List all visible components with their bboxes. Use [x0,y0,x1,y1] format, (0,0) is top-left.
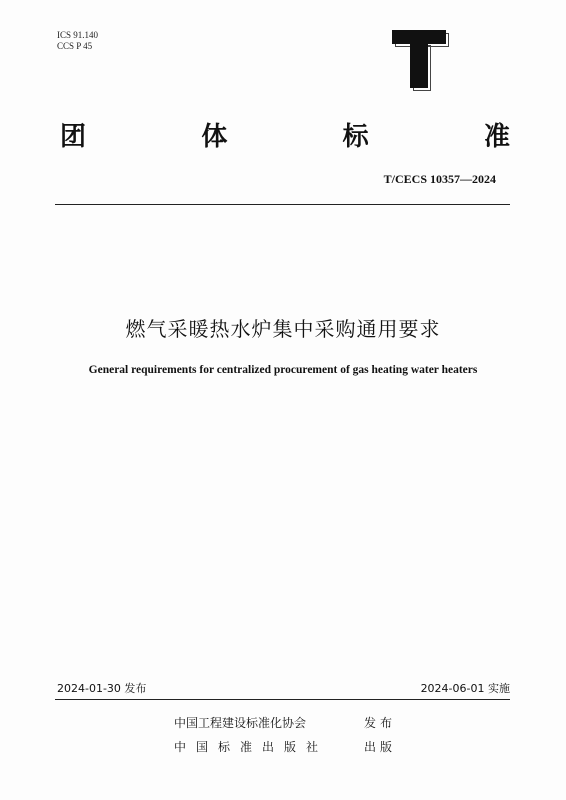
publisher-row [174,738,396,755]
standard-number: T/CECS 10357—2024 [383,172,496,186]
implementation-date: 2024-06-01 实施 [420,682,510,695]
ics-code: ICS 91.140 [57,30,99,40]
title-english: General requirements for centralized procurement of gas heating water heaters [88,364,478,376]
publisher-row [174,714,396,731]
top-divider [55,204,510,205]
standard-type-heading [60,116,510,153]
standard-mark-stem [410,42,428,88]
publisher-org: 中国标准出版社 [174,740,329,754]
standard-type-char: 体 [201,122,228,152]
publisher-org: 中国工程建设标准化协会 [174,716,307,730]
standard-mark-logo [392,30,446,88]
publisher-action: 出版 [364,740,397,754]
publisher-action: 发布 [364,716,397,730]
bottom-divider [55,699,510,700]
standard-type-char: 准 [483,122,510,152]
issue-date: 2024-01-30 发布 [57,682,147,695]
standard-type-char: 团 [60,122,87,152]
ccs-code: CCS P 45 [57,41,93,51]
title-chinese: 燃气采暖热水炉集中采购通用要求 [125,317,441,341]
classification-codes [57,30,98,52]
standard-type-char: 标 [342,122,369,152]
